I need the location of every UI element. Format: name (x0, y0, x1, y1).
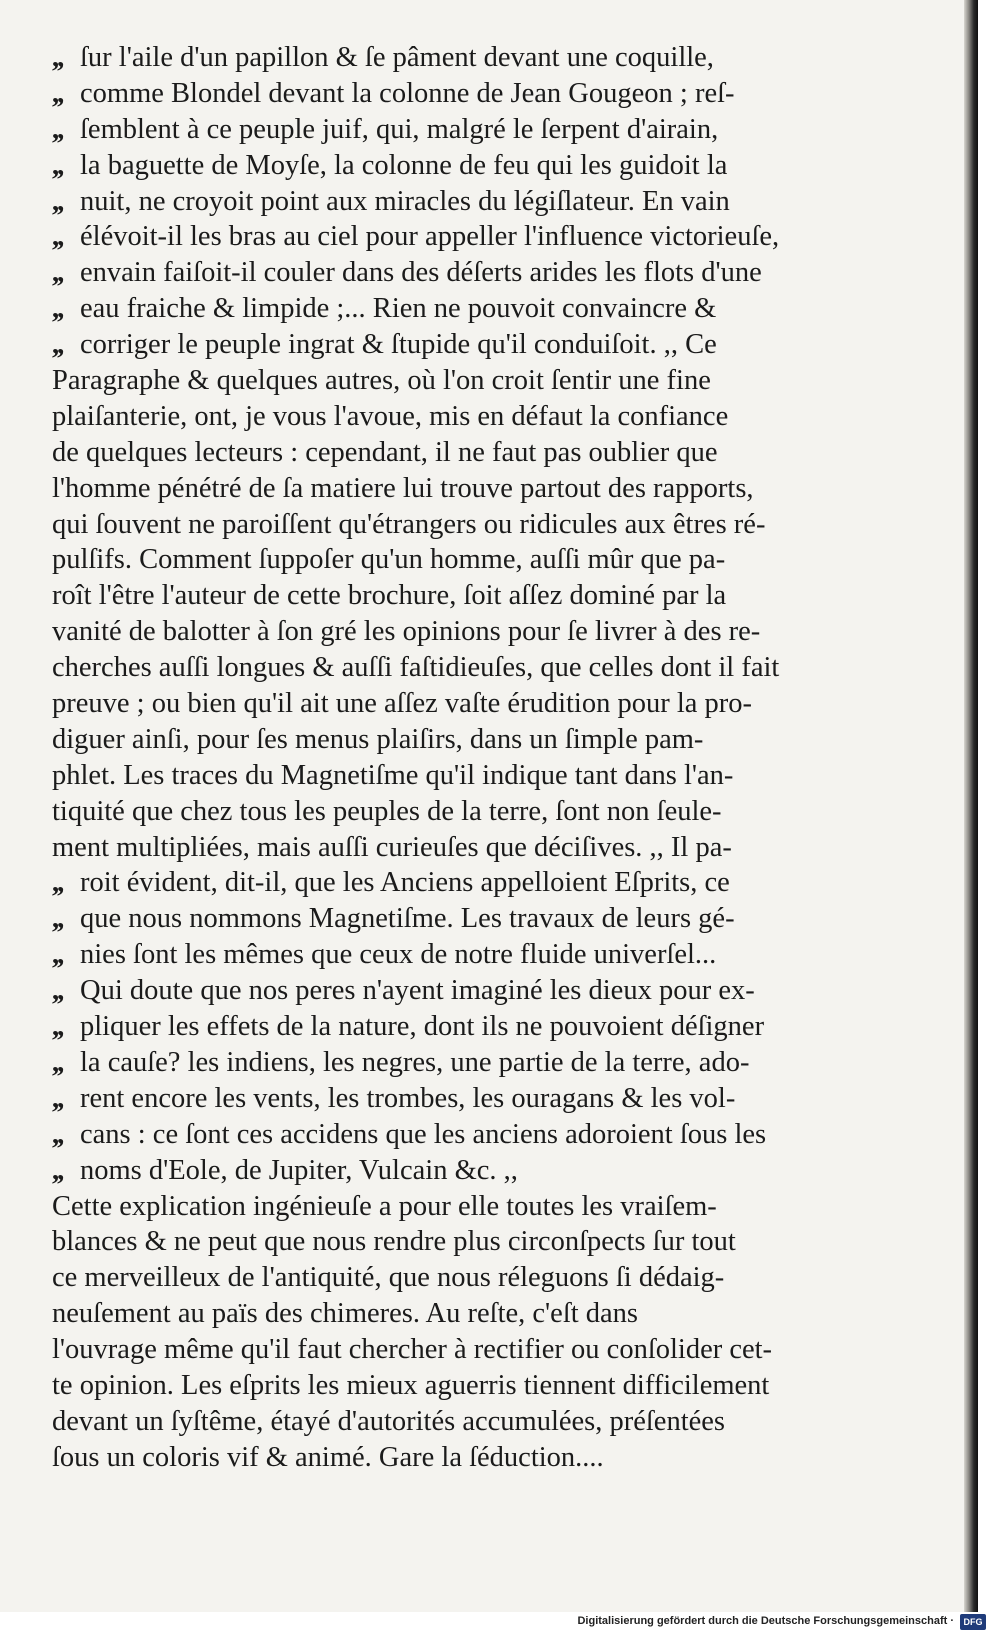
quotation-mark: ,, (52, 975, 63, 1007)
line-text: nies ſont les mêmes que ceux de notre fluide univerſel... (80, 939, 717, 971)
quotation-mark: ,, (52, 257, 63, 289)
line-text: envain faiſoit-il couler dans des déſerts arides les flots d'une (80, 257, 762, 289)
quotation-mark: ,, (52, 42, 63, 73)
line-text: nuit, ne croyoit point aux miracles du légiſlateur. En vain (80, 185, 730, 217)
quotation-mark: ,, (52, 939, 63, 971)
text-line (52, 794, 942, 830)
text-line (52, 435, 942, 471)
line-text: plaiſanterie, ont, je vous l'avoue, mis en défaut la confiance (52, 400, 729, 432)
page-edge-shadow (964, 0, 978, 1612)
text-line (52, 148, 942, 184)
text-line (52, 1224, 942, 1260)
quotation-mark: ,, (52, 1082, 63, 1114)
text-line (52, 1440, 942, 1476)
line-text: pliquer les effets de la nature, dont ils ne pouvoient déſigner (80, 1011, 765, 1043)
quotation-mark: ,, (52, 1046, 63, 1078)
line-text: la cauſe? les indiens, les negres, une partie de la terre, ado- (80, 1046, 750, 1078)
line-text: roit évident, dit-il, que les Anciens appelloient Eſprits, ce (80, 867, 730, 899)
line-text: cans : ce ſont ces accidens que les anciens adoroient ſous les (80, 1118, 767, 1150)
text-line (52, 758, 942, 794)
line-text: tiquité que chez tous les peuples de la terre, ſont non ſeule- (52, 795, 722, 827)
quotation-mark: ,, (52, 77, 63, 109)
line-text: cherches auſſi longues & auſſi faſtidieuſes, que celles dont il fait (52, 652, 780, 684)
line-text: de quelques lecteurs : cependant, il ne faut pas oublier que (52, 436, 718, 468)
text-line (52, 830, 942, 866)
text-line (52, 471, 942, 507)
text-line (52, 686, 942, 722)
line-text: noms d'Eole, de Jupiter, Vulcain &c. ,, (80, 1154, 518, 1186)
line-text: phlet. Les traces du Magnetiſme qu'il indique tant dans l'an- (52, 759, 734, 791)
line-text: rent encore les vents, les trombes, les ouragans & les vol- (80, 1082, 736, 1114)
text-line (52, 1296, 942, 1332)
text-line (52, 399, 942, 435)
line-text: ſous un coloris vif & animé. Gare la ſéduction.... (52, 1441, 604, 1473)
line-text: vanité de balotter à ſon gré les opinions pour ſe livrer à des re- (52, 616, 761, 648)
text-line (52, 1260, 942, 1296)
text-line (52, 363, 942, 399)
line-text: que nous nommons Magnetiſme. Les travaux de leurs gé- (80, 903, 735, 935)
digitization-footer (0, 1612, 1000, 1634)
line-text: corriger le peuple ingrat & ſtupide qu'il conduiſoit. ,, Ce (80, 329, 717, 361)
line-text: devant un ſyſtême, étayé d'autorités accumulées, préſentées (52, 1405, 726, 1437)
quotation-mark: ,, (52, 293, 63, 325)
text-line (52, 76, 942, 112)
quotation-mark: ,, (52, 867, 63, 899)
quotation-mark: ,, (52, 903, 63, 935)
text-line (52, 1404, 942, 1440)
quotation-mark: ,, (52, 1118, 63, 1150)
quotation-mark: ,, (52, 221, 63, 253)
line-text: Qui doute que nos peres n'ayent imaginé les dieux pour ex- (80, 975, 755, 1007)
text-line (52, 1117, 942, 1153)
quotation-mark: ,, (52, 149, 63, 181)
line-text: élévoit-il les bras au ciel pour appeller l'influence victorieuſe, (80, 221, 780, 253)
text-line (52, 291, 942, 327)
line-text: ce merveilleux de l'antiquité, que nous réleguons ſi dédaig- (52, 1262, 725, 1294)
line-text: preuve ; ou bien qu'il ait une aſſez vaſte érudition pour la pro- (52, 688, 752, 720)
line-text: blances & ne peut que nous rendre plus circonſpects ſur tout (52, 1226, 736, 1258)
line-text: comme Blondel devant la colonne de Jean Gougeon ; reſ- (80, 77, 735, 109)
line-text: qui ſouvent ne paroiſſent qu'étrangers ou ridicules aux êtres ré- (52, 508, 766, 540)
text-line (52, 614, 942, 650)
dfg-logo: DFG (960, 1614, 986, 1630)
quotation-mark: ,, (52, 113, 63, 145)
text-line (52, 1189, 942, 1225)
quotation-mark: ,, (52, 185, 63, 217)
text-line (52, 578, 942, 614)
text-line (52, 507, 942, 543)
quotation-mark: ,, (52, 1154, 63, 1186)
text-line (52, 973, 942, 1009)
line-text: ſemblent à ce peuple juif, qui, malgré le ſerpent d'airain, (80, 113, 719, 145)
line-text: Cette explication ingénieuſe a pour elle toutes les vraiſem- (52, 1190, 717, 1222)
text-line (52, 901, 942, 937)
quotation-mark: ,, (52, 1011, 63, 1043)
text-line (52, 1045, 942, 1081)
text-line (52, 1009, 942, 1045)
text-line (52, 1153, 942, 1189)
line-text: la baguette de Moyſe, la colonne de feu qui les guidoit la (80, 149, 728, 181)
line-text: ment multipliées, mais auſſi curieuſes que déciſives. ,, Il pa- (52, 831, 732, 863)
text-line (52, 219, 942, 255)
text-line (52, 865, 942, 901)
footer-credit: Digitalisierung gefördert durch die Deutsche Forschungsgemeinschaft · (577, 1615, 954, 1627)
quotation-mark: ,, (52, 329, 63, 361)
text-line (52, 40, 942, 76)
text-line (52, 184, 942, 220)
text-line (52, 327, 942, 363)
line-text: diguer ainſi, pour ſes menus plaiſirs, dans un ſimple pam- (52, 723, 704, 755)
text-line (52, 1332, 942, 1368)
text-line (52, 937, 942, 973)
text-line (52, 1368, 942, 1404)
text-line (52, 542, 942, 578)
text-line (52, 722, 942, 758)
line-text: pulſifs. Comment ſuppoſer qu'un homme, auſſi mûr que pa- (52, 544, 726, 576)
line-text: Paragraphe & quelques autres, où l'on croit ſentir une fine (52, 365, 711, 397)
text-line (52, 112, 942, 148)
line-text: eau fraiche & limpide ;... Rien ne pouvoit convaincre & (80, 293, 717, 325)
text-line (52, 650, 942, 686)
line-text: l'ouvrage même qu'il faut chercher à rectifier ou conſolider cet- (52, 1334, 773, 1366)
line-text: neuſement au païs des chimeres. Au reſte, c'eſt dans (52, 1298, 639, 1330)
text-line (52, 1081, 942, 1117)
page-text (52, 40, 942, 1476)
line-text: l'homme pénétré de ſa matiere lui trouve partout des rapports, (52, 472, 754, 504)
line-text: roît l'être l'auteur de cette brochure, ſoit aſſez dominé par la (52, 580, 727, 612)
text-line (52, 255, 942, 291)
line-text: te opinion. Les eſprits les mieux aguerris tiennent difficilement (52, 1369, 770, 1401)
line-text: ſur l'aile d'un papillon & ſe pâment devant une coquille, (80, 42, 714, 73)
